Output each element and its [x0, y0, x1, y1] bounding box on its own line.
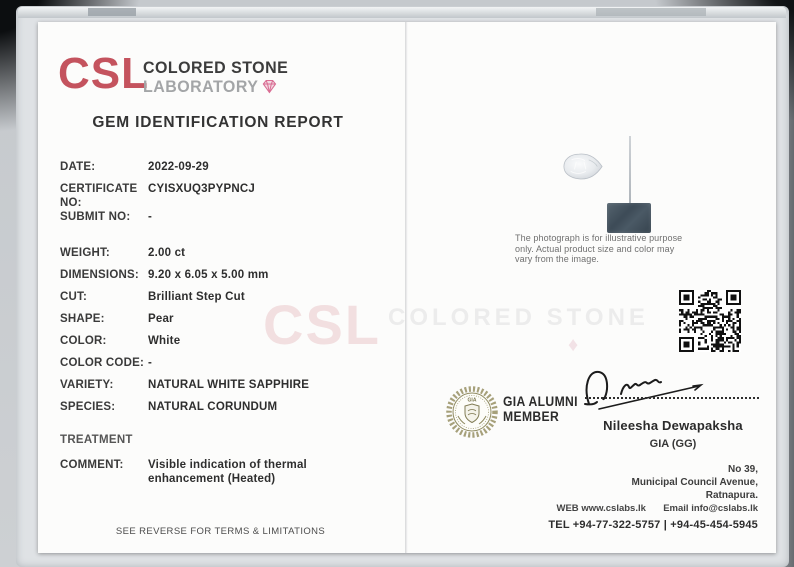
- treatment-heading: TREATMENT: [60, 434, 133, 446]
- field-value: -: [148, 211, 153, 223]
- field-value: 2022-09-29: [148, 161, 209, 173]
- field-label: COLOR:: [60, 335, 107, 347]
- gia-alumni-member-label: GIA ALUMNI MEMBER: [503, 394, 578, 424]
- gem-photo: [562, 149, 604, 184]
- field-value: -: [148, 357, 153, 369]
- field-value: 2.00 ct: [148, 247, 186, 259]
- field-row-color-code: [60, 356, 395, 378]
- field-row-variety: [60, 378, 395, 400]
- field-row-cut: [60, 290, 395, 312]
- sleeve-top-edge: [18, 7, 786, 18]
- watermark-diamond-icon: ♦: [568, 334, 579, 356]
- field-label: SHAPE:: [60, 313, 105, 325]
- phone-numbers: TEL +94-77-322-5757 | +94-45-454-5945: [548, 519, 758, 531]
- email-label: Email: [663, 503, 689, 514]
- field-value: 9.20 x 6.05 x 5.00 mm: [148, 269, 269, 281]
- field-row-dimensions: [60, 268, 395, 290]
- field-row-submit-no: [60, 210, 395, 232]
- logo-line-laboratory: LABORATORY: [143, 77, 288, 96]
- csl-logo-abbr: CSL: [58, 49, 149, 98]
- web-label: WEB: [556, 503, 579, 514]
- card-fold-line: [405, 22, 408, 553]
- lab-address: [632, 463, 759, 502]
- diamond-icon: [261, 79, 277, 94]
- field-row-weight: [60, 246, 395, 268]
- web-email-line: [557, 503, 759, 514]
- field-label: DIMENSIONS:: [60, 269, 139, 281]
- sleeve-edge-shadow-right: [596, 8, 706, 16]
- field-value: Pear: [148, 313, 174, 325]
- email-address: info@cslabs.lk: [691, 503, 758, 514]
- photo-disclaimer-line: vary from the image.: [515, 254, 600, 264]
- field-value: White: [148, 335, 181, 347]
- address-line: Ratnapura.: [705, 490, 758, 501]
- signature-line: [585, 397, 759, 399]
- qr-code: [679, 290, 741, 352]
- photo-disclaimer-line: only. Actual product size and color may: [515, 243, 675, 254]
- field-value: NATURAL WHITE SAPPHIRE: [148, 379, 310, 391]
- svg-text:GIA: GIA: [467, 397, 477, 404]
- field-row-shape: [60, 312, 395, 334]
- field-label: COMMENT:: [60, 459, 124, 471]
- csl-logo-wordmark: [143, 58, 288, 96]
- field-label: SPECIES:: [60, 401, 116, 413]
- gemologist-credential: GIA (GG): [649, 438, 697, 450]
- sleeve-edge-shadow-left: [88, 8, 136, 16]
- field-value: NATURAL CORUNDUM: [148, 401, 278, 413]
- field-label: CUT:: [60, 291, 87, 303]
- field-value: Visible indication of thermal enhancement (Heated): [148, 459, 307, 485]
- reverse-terms-note: SEE REVERSE FOR TERMS & LIMITATIONS: [115, 526, 326, 537]
- address-line: No 39,: [727, 464, 758, 475]
- field-label: WEIGHT:: [60, 247, 110, 259]
- signature: [581, 364, 736, 414]
- web-url: www.cslabs.lk: [581, 503, 646, 514]
- field-value: Brilliant Step Cut: [148, 291, 245, 303]
- field-row-species: [60, 400, 395, 422]
- identification-fields: [60, 160, 395, 486]
- field-label: DATE:: [60, 161, 96, 173]
- field-label: VARIETY:: [60, 379, 114, 391]
- gemologist-name: Nileesha Dewapaksha: [603, 418, 743, 433]
- address-line: Municipal Council Avenue,: [631, 477, 758, 488]
- field-label: SUBMIT NO:: [60, 211, 131, 223]
- gia-alumni-seal-icon: [446, 386, 498, 438]
- gem-stand-wire: [629, 136, 631, 205]
- field-row-certificate-no: [60, 182, 395, 210]
- field-row-color: [60, 334, 395, 356]
- field-label: CERTIFICATE NO:: [60, 183, 138, 209]
- photo-disclaimer: [515, 233, 682, 265]
- field-row-comment: [60, 458, 395, 486]
- gem-stand-base: [607, 203, 651, 233]
- field-row-date: [60, 160, 395, 182]
- gem-certificate-card: [38, 22, 776, 553]
- watermark-text: COLORED STONE: [388, 304, 649, 331]
- photo-disclaimer-line: The photograph is for illustrative purpose: [515, 233, 683, 243]
- field-value: CYISXUQ3PYPNCJ: [148, 183, 255, 195]
- watermark-abbr: CSL: [263, 293, 381, 356]
- page-title: GEM IDENTIFICATION REPORT: [92, 114, 344, 131]
- field-label: COLOR CODE:: [60, 357, 144, 369]
- logo-line-colored-stone: COLORED STONE: [143, 58, 289, 77]
